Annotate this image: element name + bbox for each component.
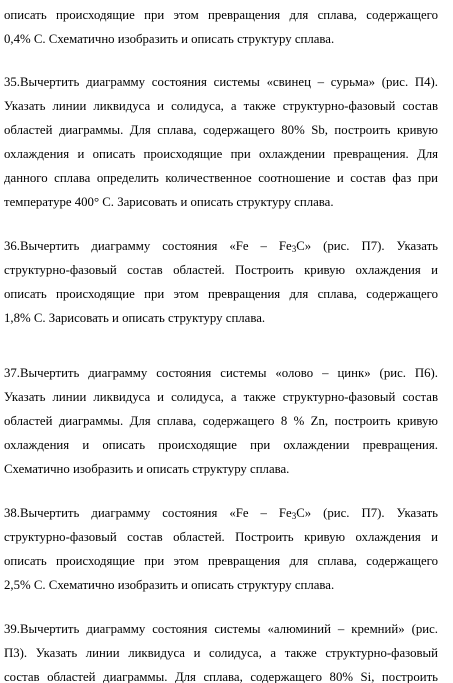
subscript: 3 [291, 511, 297, 521]
line-text: C» (рис. П7). Указать [296, 506, 438, 520]
text-line: охлаждения и описать происходящие при охлаждении превращения. Для [4, 147, 438, 161]
text-line: 2,5% С. Схематично изобразить и описать структуру сплава. [4, 578, 335, 592]
subscript: 3 [291, 244, 297, 254]
line-text: C» (рис. П7). Указать [296, 239, 438, 253]
text-line: областей диаграммы. Для сплава, содержащего 8 % Zn, построить кривую [4, 414, 438, 428]
text-line: областей диаграммы. Для сплава, содержащего 80% Sb, построить кривую [4, 123, 438, 137]
line-text: 36.Вычертить диаграмму состояния «Fe – Fe [4, 239, 292, 253]
text-line: структурно-фазовый состав областей. Построить кривую охлаждения и [4, 263, 438, 277]
text-line: 37.Вычертить диаграмму состояния системы «олово – цинк» (рис. П6). [4, 366, 438, 380]
text-line: состав областей диаграммы. Для сплава, содержащего 80% Si, построить [4, 670, 438, 683]
line-text: 38.Вычертить диаграмму состояния «Fe – Fe [4, 506, 292, 520]
text-line [4, 500, 438, 526]
text-line [4, 233, 438, 259]
text-line: описать происходящие при этом превращения для сплава, содержащего [4, 554, 438, 568]
text-line: 0,4% С. Схематично изобразить и описать структуру сплава. [4, 32, 335, 46]
text-line: Указать линии ликвидуса и солидуса, а также структурно-фазовый состав [4, 99, 438, 113]
text-line: 35.Вычертить диаграмму состояния системы «свинец – сурьма» (рис. П4). [4, 75, 438, 89]
text-line: данного сплава определить количественное соотношение и состав фаз при [4, 171, 438, 185]
text-line: П3). Указать линии ликвидуса и солидуса, а также структурно-фазовый [4, 646, 438, 660]
text-line: 39.Вычертить диаграмму состояния системы «алюминий – кремний» (рис. [4, 622, 438, 636]
text-line: описать происходящие при этом превращения для сплава, содержащего [4, 8, 438, 22]
text-line: структурно-фазовый состав областей. Построить кривую охлаждения и [4, 530, 438, 544]
text-line: охлаждения и описать происходящие при охлаждении превращения. [4, 438, 438, 452]
text-line: 1,8% С. Зарисовать и описать структуру сплава. [4, 311, 266, 325]
text-line: описать происходящие при этом превращения для сплава, содержащего [4, 287, 438, 301]
text-line: температуре 400° С. Зарисовать и описать структуру сплава. [4, 195, 334, 209]
text-line: Схематично изобразить и описать структуру сплава. [4, 462, 290, 476]
text-line: Указать линии ликвидуса и солидуса, а также структурно-фазовый состав [4, 390, 438, 404]
